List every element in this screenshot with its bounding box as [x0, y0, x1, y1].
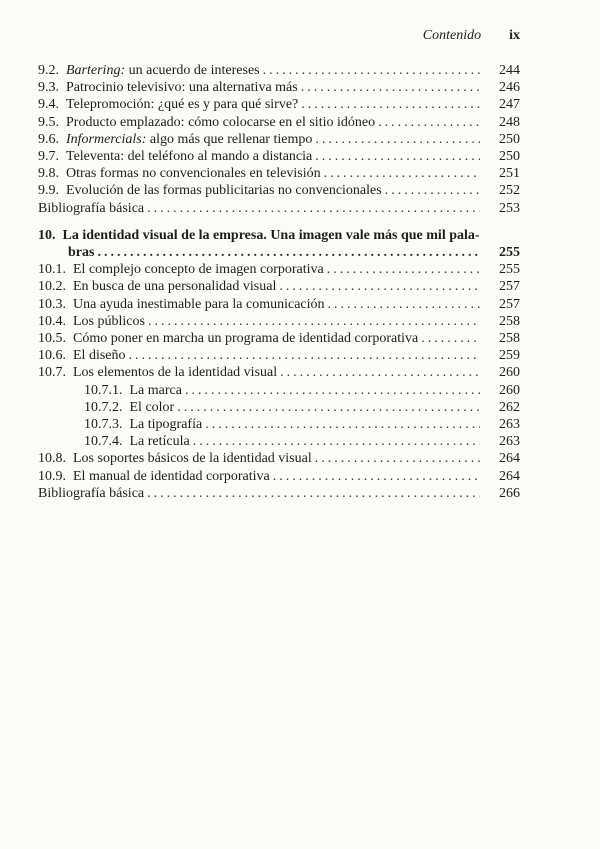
dot-leader: [177, 399, 480, 416]
entry-title: Los públicos: [73, 313, 145, 329]
entry-label: [38, 114, 375, 131]
entry-page-number: 250: [499, 149, 520, 165]
entry-label: [38, 165, 321, 182]
toc-entry-row: [38, 364, 520, 381]
entry-title: La tipografía: [129, 417, 203, 433]
entry-title: Los soportes básicos de la identidad visual: [73, 451, 312, 467]
toc-entry-row: [38, 433, 520, 450]
entry-number: 10.1.: [38, 262, 66, 278]
entry-number: 10.7.: [38, 365, 66, 381]
entry-label: [84, 382, 182, 399]
entry-number: 9.5.: [38, 114, 59, 130]
dot-leader: [97, 244, 480, 261]
toc-entry-row: [38, 165, 520, 182]
entry-number: 10.8.: [38, 451, 66, 467]
dot-leader: [421, 330, 480, 347]
toc-entry-row: [38, 148, 520, 165]
dot-leader: [324, 165, 480, 182]
toc-entry-row: [38, 96, 520, 113]
entry-title: El complejo concepto de imagen corporativa: [73, 262, 324, 278]
entry-number: 9.7.: [38, 149, 59, 165]
entry-title: Bibliografía básica: [38, 200, 145, 216]
entry-label: [84, 399, 174, 416]
entry-label: [38, 485, 144, 502]
toc-entry-row: [38, 182, 520, 199]
toc-entry-row: [38, 79, 520, 96]
dot-leader: [385, 182, 480, 199]
entry-page-number: 259: [499, 348, 520, 364]
folio-page-number: ix: [509, 28, 520, 43]
dot-leader: [327, 261, 480, 278]
entry-number: 9.2.: [38, 63, 59, 78]
entry-number: 10.9.: [38, 468, 66, 484]
entry-label: [38, 330, 418, 347]
toc-entry-row: [38, 399, 520, 416]
entry-label: [38, 62, 260, 79]
entry-title: La retícula: [129, 434, 190, 450]
entry-label: [38, 79, 298, 96]
entry-label: [38, 450, 312, 467]
entry-label: [38, 347, 126, 364]
chapter10-heading-line1: [38, 227, 520, 244]
toc-entry-row: [38, 261, 520, 278]
entry-number: 10.7.2.: [84, 399, 123, 415]
toc-entry-row: [38, 200, 520, 217]
dot-leader: [301, 79, 480, 96]
toc-entry-row: [38, 468, 520, 485]
entry-page-number: 255: [499, 262, 520, 278]
entry-page-number: 266: [499, 485, 520, 501]
entry-page-number: 247: [499, 97, 520, 113]
dot-leader: [185, 382, 480, 399]
entry-page-number: 258: [499, 331, 520, 347]
entry-title: Bibliografía básica: [38, 485, 145, 501]
dot-leader: [263, 62, 480, 79]
entry-title: La marca: [129, 382, 182, 398]
entry-page-number: 244: [499, 63, 520, 78]
entry-number: 9.9.: [38, 183, 59, 199]
dot-leader: [193, 433, 480, 450]
entry-page-number: 248: [499, 114, 520, 130]
entry-page-number: 263: [499, 417, 520, 433]
toc-entry-row: [38, 416, 520, 433]
dot-leader: [273, 468, 480, 485]
entry-number: 10.7.3.: [84, 417, 123, 433]
entry-label: [38, 148, 312, 165]
entry-page-number: 257: [499, 279, 520, 295]
dot-leader: [129, 347, 481, 364]
entry-page-number: 260: [499, 365, 520, 381]
entry-page-number: 257: [499, 296, 520, 312]
entry-label: [38, 96, 298, 113]
dot-leader: [148, 313, 480, 330]
entry-title: Televenta: del teléfono al mando a distancia: [66, 149, 313, 165]
entry-page-number: 262: [499, 399, 520, 415]
entry-number: 10.7.1.: [84, 382, 123, 398]
entry-page-number: 253: [499, 200, 520, 216]
chapter10-title-continuation: bras: [68, 245, 95, 261]
entry-title: Patrocinio televisivo: una alternativa más: [66, 80, 298, 96]
entry-page-number: 255: [499, 245, 520, 261]
entry-title: Evolución de las formas publicitarias no convencionales: [66, 183, 382, 199]
dot-leader: [279, 278, 480, 295]
entry-title: El diseño: [73, 348, 126, 364]
entry-label: [38, 468, 270, 485]
entry-number: 9.3.: [38, 80, 59, 96]
entry-title: Los elementos de la identidad visual: [73, 365, 278, 381]
toc-entry-row: [38, 485, 520, 502]
entry-number: 10.5.: [38, 331, 66, 347]
toc-entry-row: [38, 296, 520, 313]
toc-section-chapter10: [38, 227, 520, 502]
entry-page-number: 251: [499, 166, 520, 182]
entry-label: [38, 200, 144, 217]
entry-label: [84, 433, 190, 450]
page-header: [38, 27, 520, 44]
dot-leader: [315, 148, 480, 165]
entry-page-number: 263: [499, 434, 520, 450]
toc-entry-row: [38, 382, 520, 399]
entry-number: 10.3.: [38, 296, 66, 312]
entry-page-number: 252: [499, 183, 520, 199]
entry-number: 10.6.: [38, 348, 66, 364]
chapter10-number: 10.: [38, 227, 56, 243]
toc-entry-row: [38, 131, 520, 148]
entry-title: Otras formas no convencionales en televisión: [66, 166, 321, 182]
entry-number: 10.4.: [38, 313, 66, 329]
entry-page-number: 260: [499, 382, 520, 398]
entry-title: Producto emplazado: cómo colocarse en el sitio idóneo: [66, 114, 376, 130]
chapter10-title-line1: La identidad visual de la empresa. Una imagen vale más que mil pala-: [62, 227, 480, 243]
dot-leader: [205, 416, 480, 433]
toc-entry-row: [38, 347, 520, 364]
entry-title: Cómo poner en marcha un programa de identidad corporativa: [73, 331, 419, 347]
entry-label: [38, 296, 325, 313]
toc-entry-row: [38, 114, 520, 131]
dot-leader: [315, 450, 480, 467]
entry-title: El manual de identidad corporativa: [73, 468, 270, 484]
entry-label: [38, 261, 324, 278]
entry-title-italic: Bartering:: [66, 63, 126, 78]
dot-leader: [147, 485, 480, 502]
entry-title: Una ayuda inestimable para la comunicación: [73, 296, 325, 312]
toc-entry-row: [38, 450, 520, 467]
entry-page-number: 246: [499, 80, 520, 96]
chapter10-heading-line2: [38, 244, 520, 261]
entry-title: Telepromoción: ¿qué es y para qué sirve?: [66, 97, 299, 113]
entry-number: 9.6.: [38, 131, 59, 147]
entry-number: 10.7.4.: [84, 434, 123, 450]
toc-entry-row: [38, 313, 520, 330]
toc-section-chapter9: [38, 62, 520, 217]
entry-number: 9.4.: [38, 97, 59, 113]
running-title: Contenido: [422, 28, 482, 43]
entry-label: [38, 131, 312, 148]
dot-leader: [328, 296, 480, 313]
entry-title-italic: Informercials:: [66, 131, 147, 147]
dot-leader: [315, 131, 480, 148]
entry-label: [38, 313, 145, 330]
dot-leader: [378, 114, 480, 131]
entry-label: [38, 182, 382, 199]
entry-label: [38, 278, 276, 295]
toc-entry-row: [38, 62, 520, 79]
entry-title: El color: [129, 399, 175, 415]
dot-leader: [147, 200, 480, 217]
entry-label: [84, 416, 202, 433]
entry-page-number: 258: [499, 313, 520, 329]
toc-entry-row: [38, 278, 520, 295]
entry-number: 10.2.: [38, 279, 66, 295]
entry-number: 9.8.: [38, 166, 59, 182]
entry-page-number: 250: [499, 131, 520, 147]
dot-leader: [280, 364, 480, 381]
chapter10-entries: [38, 261, 520, 502]
entry-title: En busca de una personalidad visual: [73, 279, 277, 295]
entry-title: un acuerdo de intereses: [128, 63, 260, 78]
entry-label: [38, 364, 277, 381]
dot-leader: [301, 96, 480, 113]
entry-page-number: 264: [499, 468, 520, 484]
entry-title: algo más que rellenar tiempo: [149, 131, 313, 147]
toc-entry-row: [38, 330, 520, 347]
entry-page-number: 264: [499, 451, 520, 467]
